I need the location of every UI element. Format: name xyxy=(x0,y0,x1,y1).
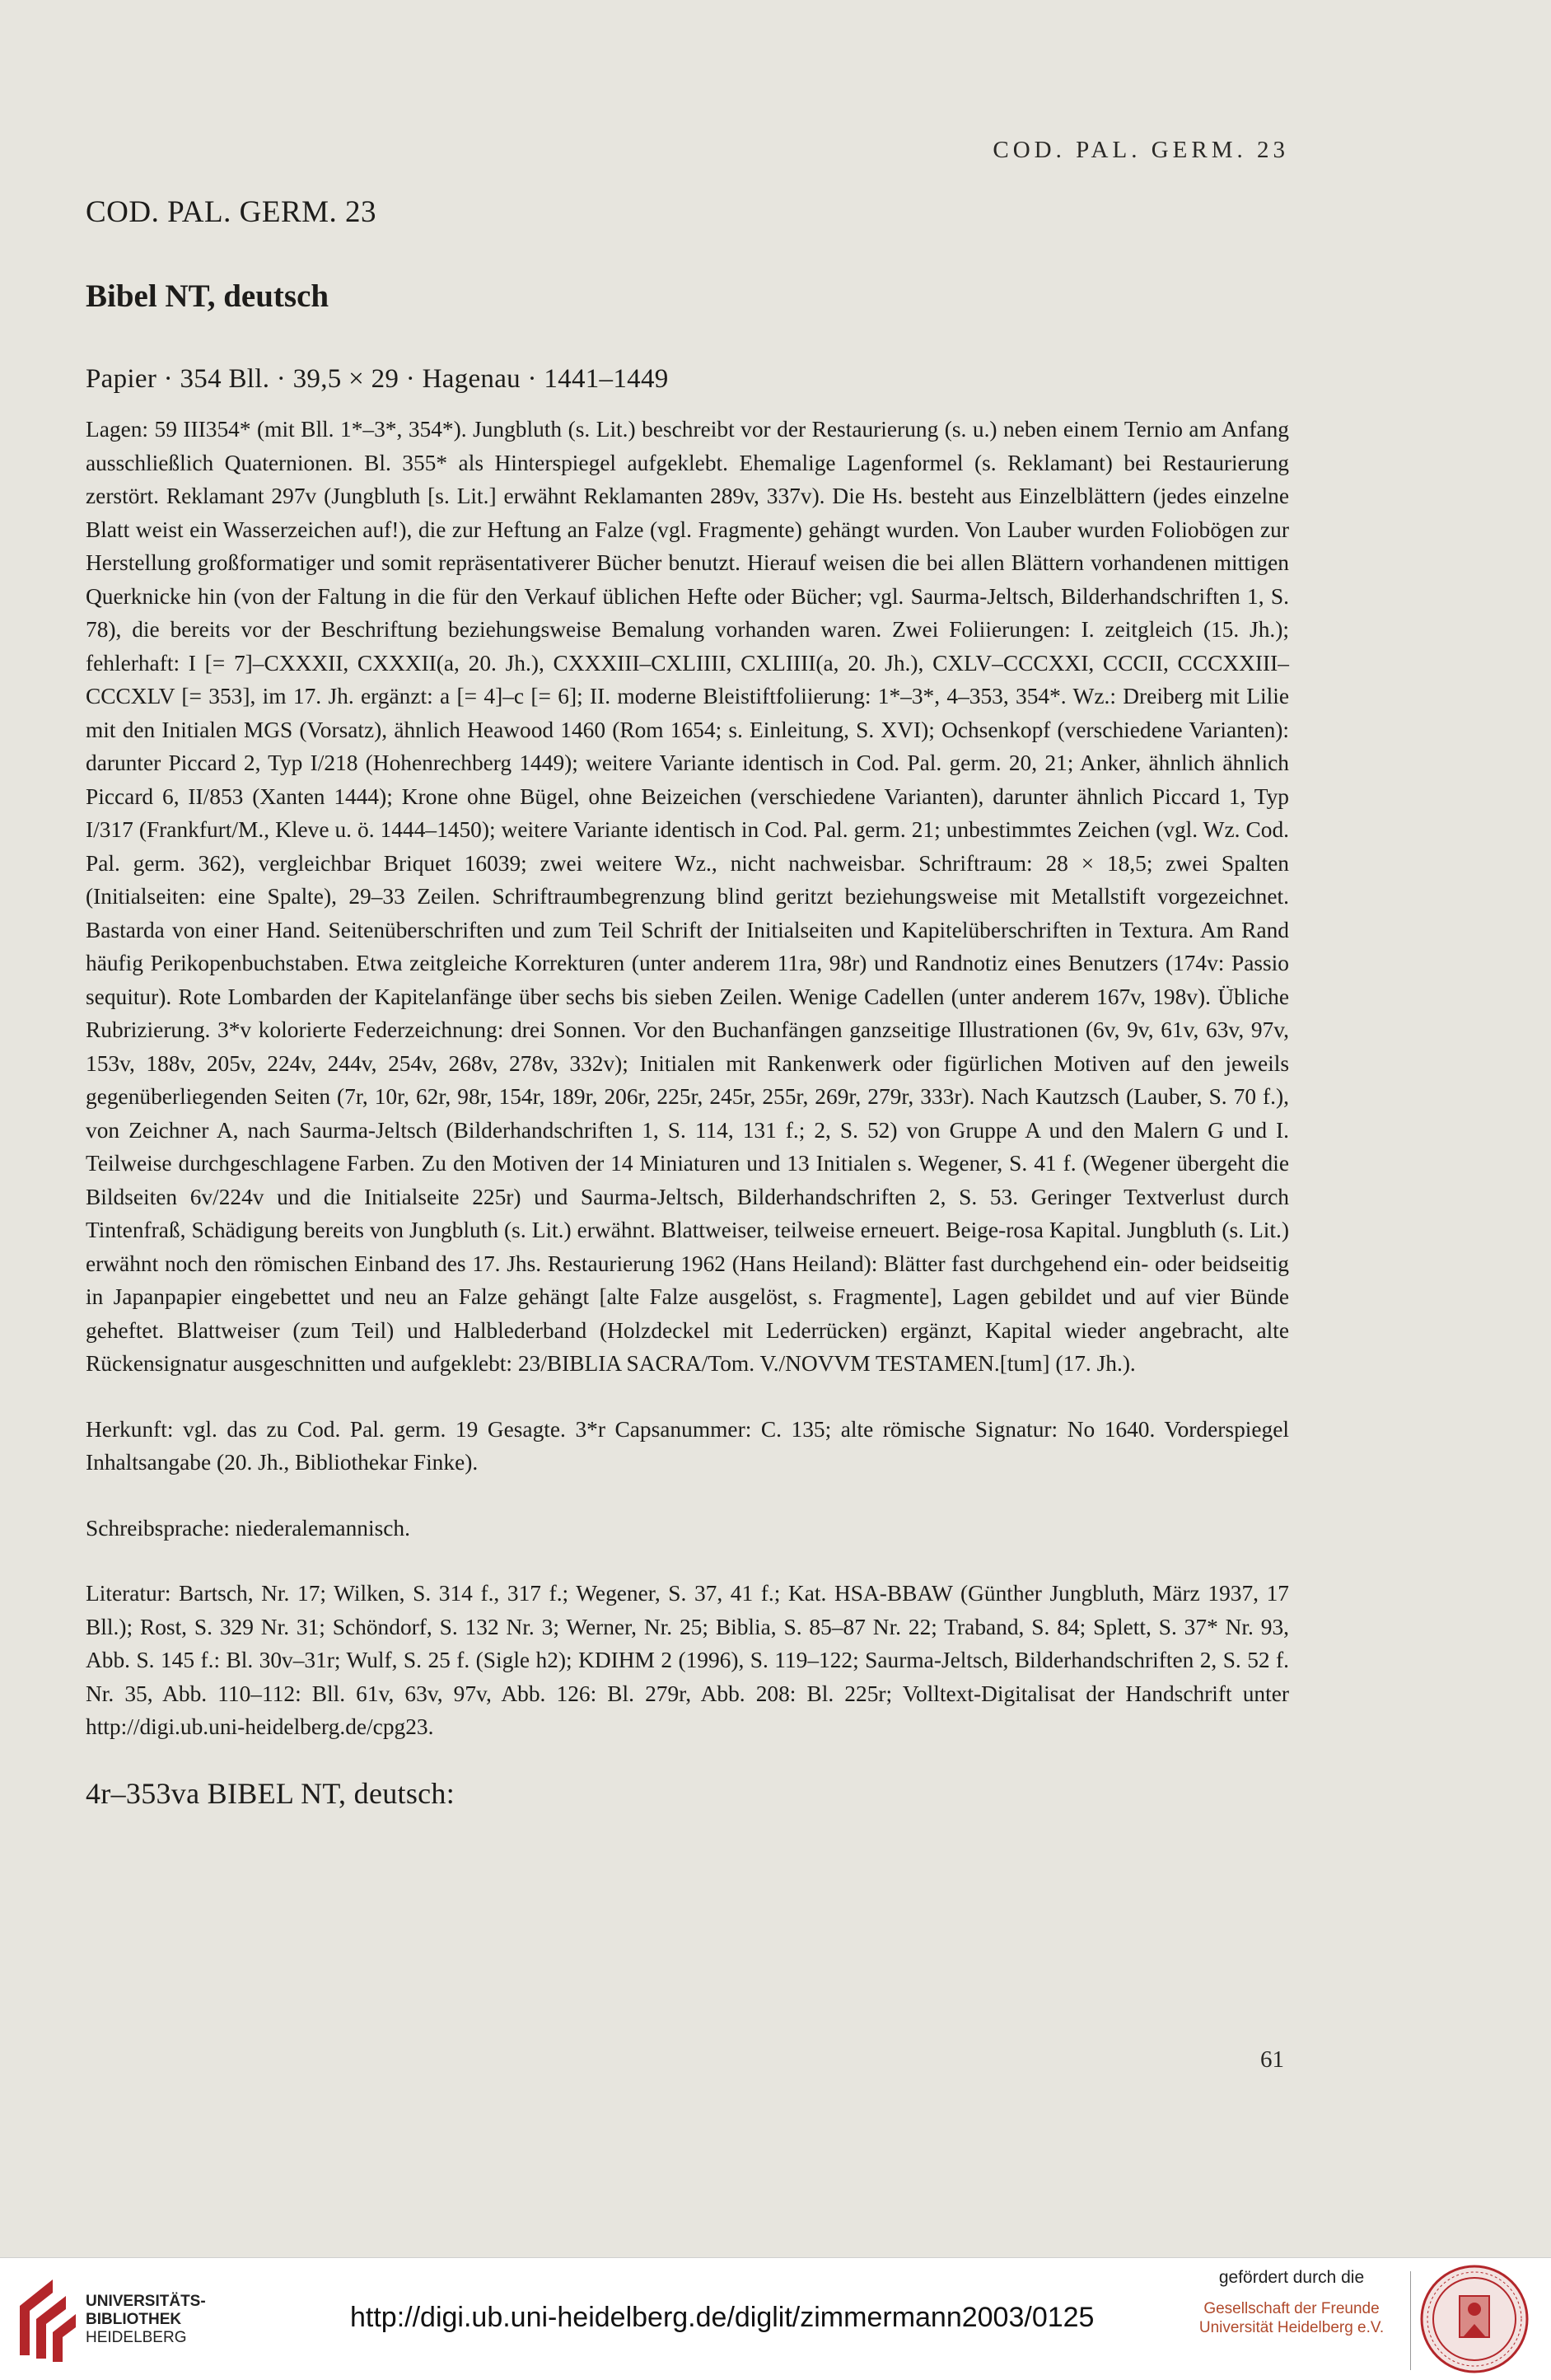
running-head: COD. PAL. GERM. 23 xyxy=(993,137,1289,163)
ub-line-2: BIBLIOTHEK xyxy=(86,2311,182,2328)
sponsor-line-2: Universität Heidelberg e.V. xyxy=(1198,2319,1385,2336)
physical-description-line: Papier · 354 Bll. · 39,5 × 29 · Hagenau · 1441–1449 xyxy=(86,364,669,394)
sponsor-block xyxy=(1176,2268,1407,2337)
permalink-url[interactable]: http://digi.ub.uni-heidelberg.de/diglit/zimmermann2003/0125 xyxy=(350,2302,1095,2333)
codicological-description: Lagen: 59 III354* (mit Bll. 1*–3*, 354*). Jungbluth (s. Lit.) beschreibt vor der Restaurierung (s. u.) neben einem Ternio am Anfang ausschließlich Quaternionen. Bl. 355* als Hinterspiegel aufgeklebt. Ehemalige Lagenformel (s. Reklamant) bei Restaurierung zerstört. Reklamant 297v (Jungbluth [s. Lit.] erwähnt Reklamanten 289v, 337v). Die Hs. besteht aus Einzelblättern (jedes einzelne Blatt weist ein Wasserzeichen auf!), die zur Heftung an Falze (vgl. Fragmente) gehängt wurden. Von Lauber wurden Foliobögen zur Herstellung großformatiger und somit repräsentativerer Bücher benutzt. Hierauf weisen die bei allen Blättern vorhandenen mittigen Querknicke hin (von der Faltung in die für den Verkauf üblichen Hefte oder Bücher; vgl. Saurma-Jeltsch, Bilderhandschriften 1, S. 78), die bereits vor der Beschriftung beziehungsweise Bemalung vorhanden waren. Zwei Foliierungen: I. zeitgleich (15. Jh.); fehlerhaft: I [= 7]–CXXXII, CXXXII(a, 20. Jh.), CXXXIII–CXLIIII, CXLIIII(a, 20. Jh.), CXLV–CCCXXI, CCCII, CCCXXIII–CCCXLV [= 353], im 17. Jh. ergänzt: a [= 4]–c [= 6]; II. moderne Bleistiftfoliierung: 1*–3*, 4–353, 354*. Wz.: Dreiberg mit Lilie mit den Initialen MGS (Vorsatz), ähnlich Heawood 1460 (Rom 1654; s. Einleitung, S. XVI); Ochsenkopf (verschiedene Varianten): darunter Piccard 2, Typ I/218 (Hohenrechberg 1449); weitere Variante identisch in Cod. Pal. germ. 20, 21; Anker, ähnlich ähnlich Piccard 6, II/853 (Xanten 1444); Krone ohne Bügel, ohne Beizeichen (verschiedene Varianten), darunter ähnlich Piccard 1, Typ I/317 (Frankfurt/M., Kleve u. ö. 1444–1450); weitere Variante identisch in Cod. Pal. germ. 21; unbestimmtes Zeichen (vgl. Wz. Cod. Pal. germ. 362), vergleichbar Briquet 16039; zwei weitere Wz., nicht nachweisbar. Schriftraum: 28 × 18,5; zwei Spalten (Initialseiten: eine Spalte), 29–33 Zeilen. Schriftraumbegrenzung blind geritzt beziehungsweise mit Metallstift vorgezeichnet. Bastarda von einer Hand. Seitenüberschriften und zum Teil Schrift der Initialseiten und Kapitelüberschriften in Textura. Am Rand häufig Perikopenbuchstaben. Etwa zeitgleiche Korrekturen (unter anderem 11ra, 98r) und Randnotiz eines Benutzers (174v: Passio sequitur). Rote Lombarden der Kapitelanfänge über sechs bis sieben Zeilen. Wenige Cadellen (unter anderem 167v, 198v). Übliche Rubrizierung. 3*v kolorierte Federzeichnung: drei Sonnen. Vor den Buchanfängen ganzseitige Illustrationen (6v, 9v, 61v, 63v, 97v, 153v, 188v, 205v, 224v, 244v, 254v, 268v, 278v, 332v); Initialen mit Rankenwerk oder figürlichen Motiven auf den jeweils gegenüberliegenden Seiten (7r, 10r, 62r, 98r, 154r, 189r, 206r, 225r, 245r, 255r, 269r, 279r, 333r). Nach Kautzsch (Lauber, S. 70 f.), von Zeichner A, nach Saurma-Jeltsch (Bilderhandschriften 1, S. 114, 131 f.; 2, S. 52) von Gruppe A und den Malern G und I. Teilweise durchgeschlagene Farben. Zu den Motiven der 14 Miniaturen und 13 Initialen s. Wegener, S. 41 f. (Wegener übergeht die Bildseiten 6v/224v und die Initialseite 225r) und Saurma-Jeltsch, Bilderhandschriften 2, S. 53. Geringer Textverlust durch Tintenfraß, Schädigung bereits von Jungbluth (s. Lit.) erwähnt. Blattweiser, teilweise erneuert. Beige-rosa Kapital. Jungbluth (s. Lit.) erwähnt noch den römischen Einband des 17. Jhs. Restaurierung 1962 (Hans Heiland): Blätter fast durchgehend ein- oder beidseitig in Japanpapier eingebettet und neu an Falze gehängt [alte Falze ausgelöst, s. Fragmente], Lagen gebildet und auf vier Bünde geheftet. Blattweiser (zum Teil) und Halblederband (Holzdeckel mit Lederrücken) ergänzt, Kapital wieder angebracht, alte Rückensignatur ausgeschnitten und aufgeklebt: 23/BIBLIA SACRA/Tom. V./NOVVM TESTAMEN.[tum] (17. Jh.). xyxy=(86,417,1289,1376)
funded-by-label: gefördert durch die xyxy=(1218,2268,1365,2287)
university-library-logo-icon xyxy=(12,2273,82,2365)
page-number: 61 xyxy=(1260,2046,1284,2073)
entry-title: Bibel NT, deutsch xyxy=(86,278,329,314)
sponsor-name xyxy=(1176,2299,1407,2337)
ub-line-3: HEIDELBERG xyxy=(86,2329,187,2346)
catalog-entry xyxy=(86,194,1289,1811)
shelfmark-heading: COD. PAL. GERM. 23 xyxy=(86,195,377,229)
footer-divider xyxy=(1410,2271,1411,2370)
literature-paragraph: Literatur: Bartsch, Nr. 17; Wilken, S. 314 f., 317 f.; Wegener, S. 37, 41 f.; Kat. HSA-BBAW (Günther Jungbluth, März 1937, 17 Bll.); Rost, S. 329 Nr. 31; Schöndorf, S. 132 Nr. 3; Werner, Nr. 25; Biblia, S. 85–87 Nr. 22; Traband, S. 84; Splett, S. 37* Nr. 93, Abb. S. 145 f.: Bl. 30v–31r; Wulf, S. 25 f. (Sigle h2); KDIHM 2 (1996), S. 119–122; Saurma-Jeltsch, Bilderhandschriften 2, S. 52 f. Nr. 35, Abb. 110–112: Bll. 61v, 63v, 97v, Abb. 126: Bl. 279r, Abb. 208: Bl. 225r; Volltext-Digitalisat der Handschrift unter http://digi.ub.uni-heidelberg.de/cpg23. xyxy=(86,1581,1289,1739)
provenance-paragraph: Herkunft: vgl. das zu Cod. Pal. germ. 19 Gesagte. 3*r Capsanummer: C. 135; alte römische Signatur: No 1640. Vorderspiegel Inhaltsangabe (20. Jh., Bibliothekar Finke). xyxy=(86,1416,1289,1475)
contents-heading: 4r–353va BIBEL NT, deutsch: xyxy=(86,1776,455,1810)
ub-line-1: UNIVERSITÄTS- xyxy=(86,2293,206,2310)
university-library-name xyxy=(86,2293,206,2347)
language-paragraph: Schreibsprache: niederalemannisch. xyxy=(86,1515,410,1541)
sponsor-line-1: Gesellschaft der Freunde xyxy=(1203,2300,1380,2317)
university-seal-icon xyxy=(1418,2263,1530,2375)
digitization-footer xyxy=(0,2257,1551,2380)
